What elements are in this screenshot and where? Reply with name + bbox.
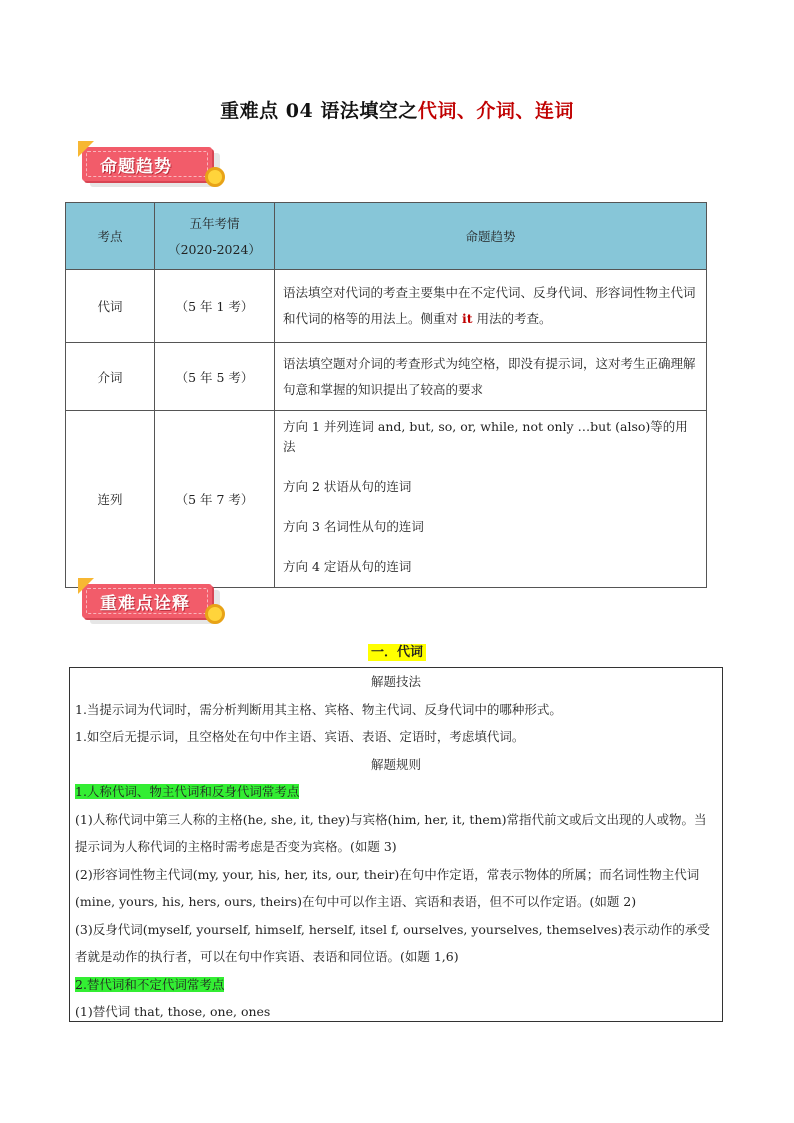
row-trend: 语法填空题对介词的考查形式为纯空格，即没有提示词，这对考生正确理解句意和掌握的知识提出了较高的要求: [275, 343, 707, 411]
direction-item: 方向 1 并列连词 and, but, so, or, while, not only …but (also)等的用法: [283, 419, 688, 454]
rule-item: (1)替代词 that, those, one, ones: [75, 1004, 271, 1019]
header-years: [155, 203, 275, 270]
row-trend-a: 语法填空对代词的考查主要集中在不定代词、反身代词、形容词性物主代词和代词的格等的用法上。侧重对: [283, 285, 696, 326]
row-point: 代词: [66, 270, 155, 343]
row-count: （5 年 1 考）: [155, 270, 275, 343]
point2-heading-line: [75, 971, 717, 999]
table-row: [66, 343, 707, 411]
badge-corner-icon: [78, 141, 94, 157]
point1-heading-line: [75, 778, 717, 806]
header-trend: 命题趋势: [275, 203, 707, 270]
badge-label: 重难点诠释: [100, 594, 190, 614]
coin-icon: [205, 604, 225, 624]
header-years-line2: （2020-2024）: [168, 242, 261, 257]
skill-item: 1.当提示词为代词时，需分析判断用其主格、宾格、物主代词、反身代词中的哪种形式。: [75, 701, 562, 717]
page-title: [0, 96, 794, 123]
badge-explain: [82, 580, 232, 628]
row-point: 介词: [66, 343, 155, 411]
row-point: 连列: [66, 411, 155, 588]
badge-label: 命题趋势: [100, 157, 172, 177]
header-point: 考点: [66, 203, 155, 270]
coin-icon: [205, 167, 225, 187]
skills-title: 解题技法: [370, 674, 421, 689]
title-prefix: 重难点 04 语法填空之: [220, 100, 418, 122]
rule-item: (2)形容词性物主代词(my, your, his, her, its, our, their)在句中作定语，常表示物体的所属；而名词性物主代词(mine, yours, his, hers, ours, theirs)在句中可以作主语、宾语和表语，但不可以作定语。(如题 2): [75, 866, 700, 909]
badge-corner-icon: [78, 578, 94, 594]
rule-item: (1)人称代词中第三人称的主格(he, she, it, they)与宾格(him, her, it, them)常指代前文或后文出现的人或物。当提示词为人称代词的主格时需考虑是否变为宾格。(如题 3): [75, 811, 707, 854]
table-row: [66, 270, 707, 343]
direction-item: 方向 4 定语从句的连词: [283, 559, 412, 574]
point1-heading: 1.人称代词、物主代词和反身代词常考点: [75, 784, 300, 799]
rules-title: 解题规则: [370, 756, 421, 772]
table-row: [66, 411, 707, 588]
row-trend-highlight: it: [461, 311, 473, 326]
header-years-line1: 五年考情: [189, 216, 240, 231]
skill-item: 1.如空后无提示词，且空格处在句中作主语、宾语、表语、定语时，考虑填代词。: [75, 729, 525, 744]
row-trend: [275, 411, 707, 588]
point2-heading: 2.替代词和不定代词常考点: [75, 976, 225, 992]
section-heading: [0, 641, 794, 660]
table-header-row: [66, 203, 707, 270]
rule-item: (3)反身代词(myself, yourself, himself, herself, itsel f, ourselves, yourselves, themselves)表示动作的承受者就是动作的执行者，可以在句中作宾语、表语和同位语。(如题 1,6): [75, 921, 710, 964]
row-count: （5 年 5 考）: [155, 343, 275, 411]
badge-trend: [82, 143, 232, 191]
direction-item: 方向 3 名词性从句的连词: [283, 519, 424, 534]
row-trend: [275, 270, 707, 343]
direction-item: 方向 2 状语从句的连词: [283, 479, 412, 494]
trend-table: [65, 202, 707, 588]
title-highlight: 代词、介词、连词: [417, 100, 574, 122]
section-title: 一．代词: [368, 644, 426, 661]
row-count: （5 年 7 考）: [155, 411, 275, 588]
explain-box: [69, 667, 723, 1022]
row-trend-b: 用法的考查。: [472, 311, 552, 326]
